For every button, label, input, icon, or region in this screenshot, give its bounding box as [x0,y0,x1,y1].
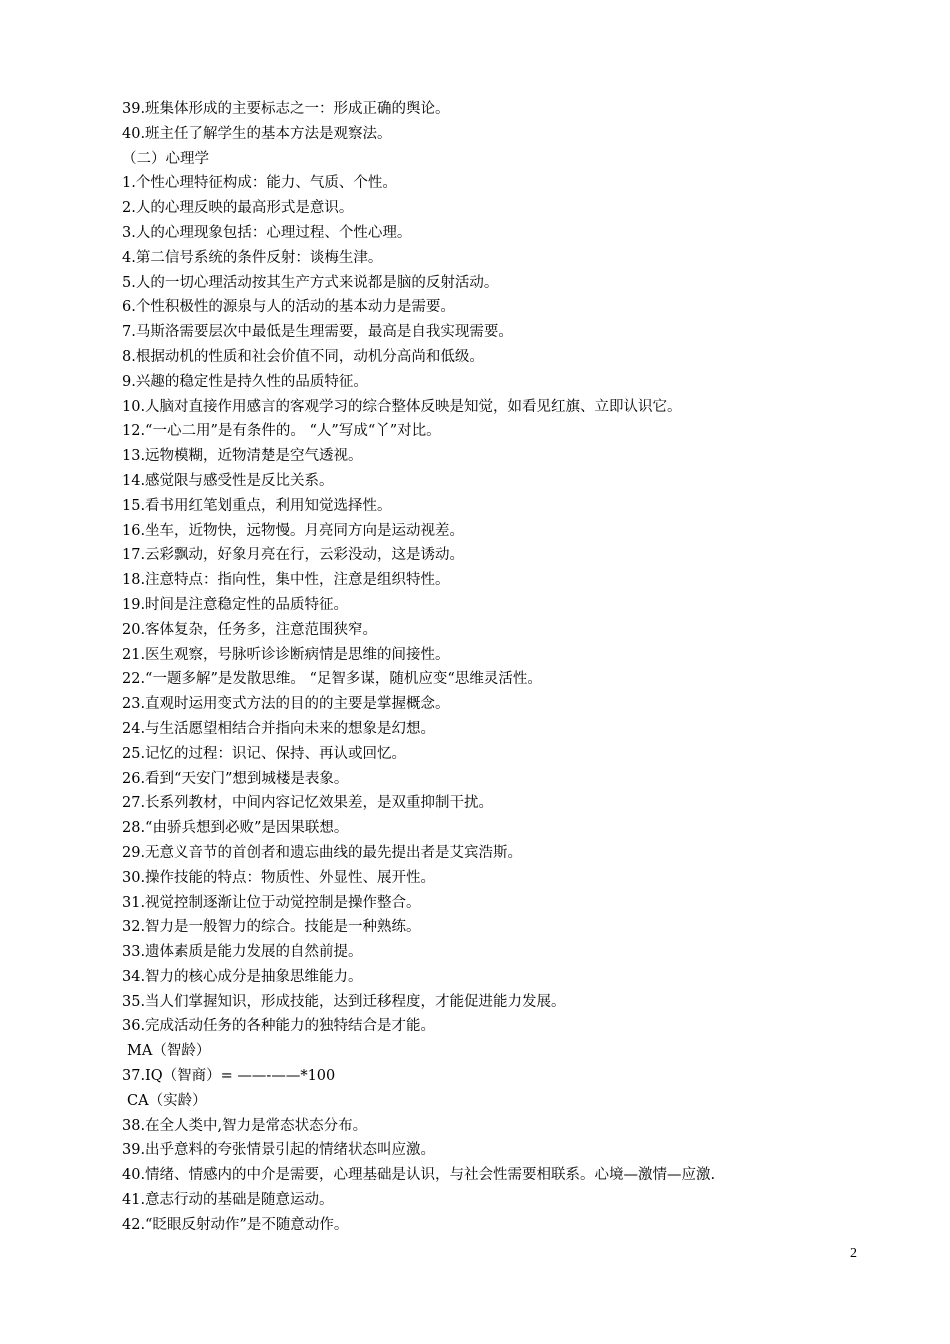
text-line: 37.IQ（智商）= ——-——*100 [122,1068,336,1085]
text-line: （二）心理学 [122,150,209,167]
text-line: 19.时间是注意稳定性的品质特征。 [122,596,349,613]
text-line: 30.操作技能的特点：物质性、外显性、展开性。 [122,869,436,886]
text-line: 28.“由骄兵想到必败”是因果联想。 [122,820,349,837]
text-line: 1.个性心理特征构成：能力、气质、个性。 [122,175,397,192]
text-line: 21.医生观察，号脉听诊诊断病情是思维的间接性。 [122,646,450,663]
text-line: 22.“一题多解”是发散思维。 “足智多谋，随机应变“思维灵活性。 [122,671,542,688]
text-line: 39.出乎意料的夸张情景引起的情绪状态叫应激。 [122,1142,436,1159]
text-line: 7.马斯洛需要层次中最低是生理需要，最高是自我实现需要。 [122,324,513,341]
document-body [122,97,842,1238]
text-line: CA（实龄） [127,1092,207,1109]
text-line: 31.视觉控制逐渐让位于动觉控制是操作整合。 [122,894,421,911]
text-line: 33.遗体素质是能力发展的自然前提。 [122,944,363,961]
text-line: 32.智力是一般智力的综合。技能是一种熟练。 [122,919,421,936]
text-line: 27.长系列教材，中间内容记忆效果差，是双重抑制干扰。 [122,795,494,812]
page-number: 2 [850,1246,857,1261]
text-line: 14.感觉限与感受性是反比关系。 [122,472,334,489]
text-line: 23.直观时运用变式方法的目的的主要是掌握概念。 [122,696,450,713]
text-line: 40.情绪、情感内的中介是需要，心理基础是认识，与社会性需要相联系。心境—激情—应激. [122,1167,716,1184]
text-line: 16.坐车，近物快，远物慢。月亮同方向是运动视差。 [122,522,465,539]
text-line: 24.与生活愿望相结合并指向未来的想象是幻想。 [122,720,436,737]
text-line: 15.看书用红笔划重点，利用知觉选择性。 [122,497,392,514]
text-line: 2.人的心理反映的最高形式是意识。 [122,200,354,217]
text-line: 13.远物模糊，近物清楚是空气透视。 [122,448,363,465]
text-line: 8.根据动机的性质和社会价值不同，动机分高尚和低级。 [122,348,484,365]
text-line: 17.云彩飘动，好象月亮在行，云彩没动，这是诱动。 [122,547,465,564]
text-line: 9.兴趣的稳定性是持久性的品质特征。 [122,373,368,390]
text-line: 41.意志行动的基础是随意运动。 [122,1192,334,1209]
text-line: 29.无意义音节的首创者和遗忘曲线的最先提出者是艾宾浩斯。 [122,844,523,861]
text-line: 20.客体复杂，任务多，注意范围狭窄。 [122,621,378,638]
text-line: 4.第二信号系统的条件反射：谈梅生津。 [122,249,383,266]
text-line: 42.“眨眼反射动作”是不随意动作。 [122,1216,349,1233]
text-line: 36.完成活动任务的各种能力的独特结合是才能。 [122,1018,436,1035]
text-line: 12.“一心二用”是有条件的。 “人”写成“丫”对比。 [122,423,441,440]
text-line: 6.个性积极性的源泉与人的活动的基本动力是需要。 [122,299,455,316]
text-line: 18.注意特点：指向性，集中性，注意是组织特性。 [122,572,450,589]
text-line: 35.当人们掌握知识，形成技能，达到迁移程度，才能促进能力发展。 [122,993,566,1010]
text-line: MA（智龄） [127,1043,211,1060]
text-line: 40.班主任了解学生的基本方法是观察法。 [122,125,392,142]
text-line: 26.看到“天安门”想到城楼是表象。 [122,770,349,787]
text-line: 38.在全人类中,智力是常态状态分布。 [122,1117,368,1134]
text-line: 39.班集体形成的主要标志之一：形成正确的舆论。 [122,101,450,117]
text-line: 25.记忆的过程：识记、保持、再认或回忆。 [122,745,407,762]
text-line: 5.人的一切心理活动按其生产方式来说都是脑的反射活动。 [122,274,499,291]
text-line: 3.人的心理现象包括：心理过程、个性心理。 [122,224,412,241]
text-line: 34.智力的核心成分是抽象思维能力。 [122,968,363,985]
text-line: 10.人脑对直接作用感言的客观学习的综合整体反映是知觉，如看见红旗、立即认识它。 [122,398,682,415]
